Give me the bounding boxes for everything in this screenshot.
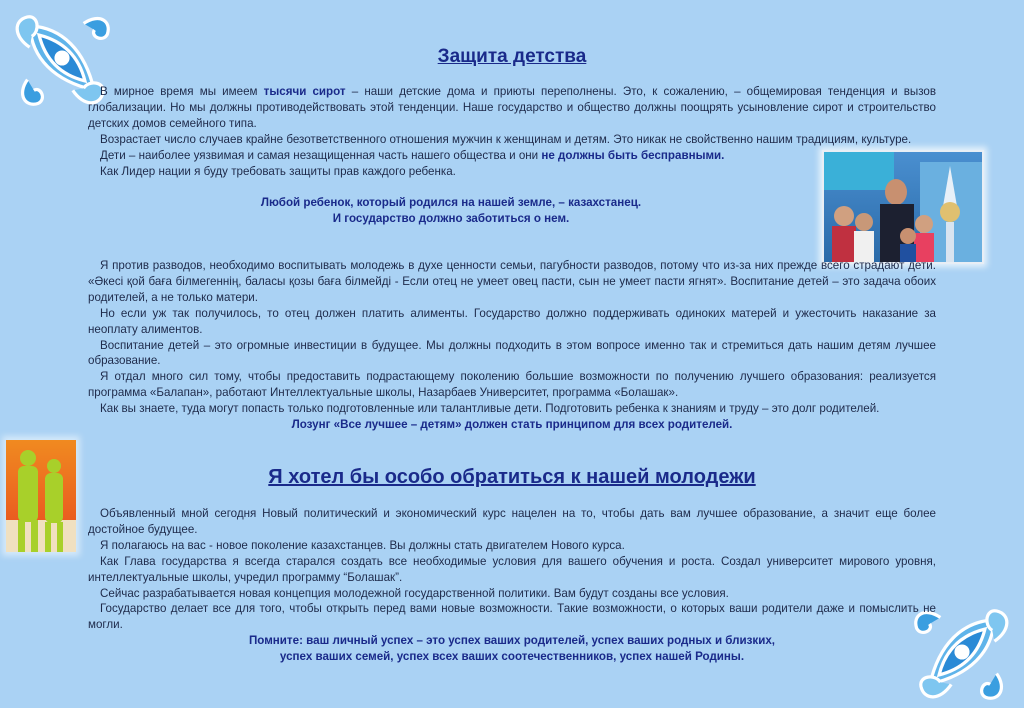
head-of-state-paragraph: Как Глава государства я всегда старался создать все необходимые условия для вашего обучения и роста. Создал университет мирового уровня, интеллектуальные школы, учредил программу “Болашак”. <box>88 554 936 584</box>
opportunities-paragraph: Государство делает все для того, чтобы открыть перед вами новые возможности. Такие возможности, о которых ваши родители даже и помыслить не могли. <box>88 602 936 632</box>
orphans-paragraph: В мирное время мы имеем тысячи сирот – наши детские дома и приюты переполнены. Это, к сожалению, – общемировая тенденция и вызов глобализации. Но мы должны противодействовать этой тенденции. Наше государство и общество должны поощрять усыновление сирот и строительство детских домов семейного типа. <box>88 85 937 130</box>
divorce-paragraph: Я против разводов, необходимо воспитывать молодежь в духе ценности семьи, пагубности разводов, потому что из-за них прежде всего страдают дети. «Әкесі қой баға білмегеннің, баласы қозы баға білмейді - Если отец не умеет овец пасти, сын не умеет пасти ягнят». Воспитание детей – это задача обоих родителей, а не только матери. <box>88 259 936 304</box>
state-care-statement: И государство должно заботиться о нем. <box>332 212 570 226</box>
parents-duty-paragraph: Как вы знаете, туда могут попасть только подготовленные или талантливые дети. Подготовить ребенка к знаниям и труду – это долг родителей. <box>100 402 880 416</box>
family-silhouette-image <box>6 440 76 552</box>
kazakh-child-statement: Любой ребенок, который родился на нашей земле, – казахстанец. <box>260 196 642 210</box>
emphasis-orphans: тысячи сирот <box>263 85 346 98</box>
alimony-paragraph: Но если уж так получилось, то отец должен платить алименты. Государство должно поддерживать одиноких матерей и ужесточить наказание за неоплату алиментов. <box>88 306 936 336</box>
vulnerable-children-paragraph: Дети – наиболее уязвимая и самая незащищенная часть нашего общества и они не должны быть бесправными. <box>100 148 725 162</box>
page-title: Защита детства <box>437 46 587 67</box>
emphasis-rights: не должны быть бесправными. <box>541 148 725 162</box>
slogan-statement: Лозунг «Все лучшее – детям» должен стать принципом для всех родителей. <box>291 418 733 432</box>
new-course-paragraph: Объявленный мной сегодня Новый политический и экономический курс нацелен на то, чтобы дать вам лучшее образование, а значит еще более достойное будущее. <box>88 507 936 536</box>
irresponsibility-paragraph: Возрастает число случаев крайне безответственного отношения мужчин к женщинам и детям. Это никак не свойственно нашим традициям, культуре. <box>100 132 912 146</box>
education-programs-paragraph: Я отдал много сил тому, чтобы предоставить подрастающему поколению большие возможности по получению лучшего образования: реализуется программа «Балапан», работают Интеллектуальные школы, Назарбаев Университет, программа «Болашак». <box>88 370 936 400</box>
success-statement-line2: успех ваших семей, успех всех ваших соотечественников, успех нашей Родины. <box>279 650 745 664</box>
family-values-section <box>88 258 936 433</box>
new-generation-paragraph: Я полагаюсь на вас - новое поколение казахстанцев. Вы должны стать двигателем Нового курса. <box>100 538 625 552</box>
child-protection-section <box>88 84 936 227</box>
youth-address-title: Я хотел бы особо обратиться к нашей молодежи <box>268 466 756 488</box>
investment-paragraph: Воспитание детей – это огромные инвестиции в будущее. Мы должны подходить в этом вопросе именно так и стремиться дать нашим детям лучшее образование. <box>88 338 936 368</box>
youth-section <box>88 506 936 665</box>
success-statement-line1: Помните: ваш личный успех – это успех ваших родителей, успех ваших родных и близких, <box>248 634 776 648</box>
youth-policy-paragraph: Сейчас разрабатывается новая концепция молодежной государственной политики. Вам будут созданы все условия. <box>100 586 729 600</box>
leader-rights-paragraph: Как Лидер нации я буду требовать защиты прав каждого ребенка. <box>100 164 456 178</box>
